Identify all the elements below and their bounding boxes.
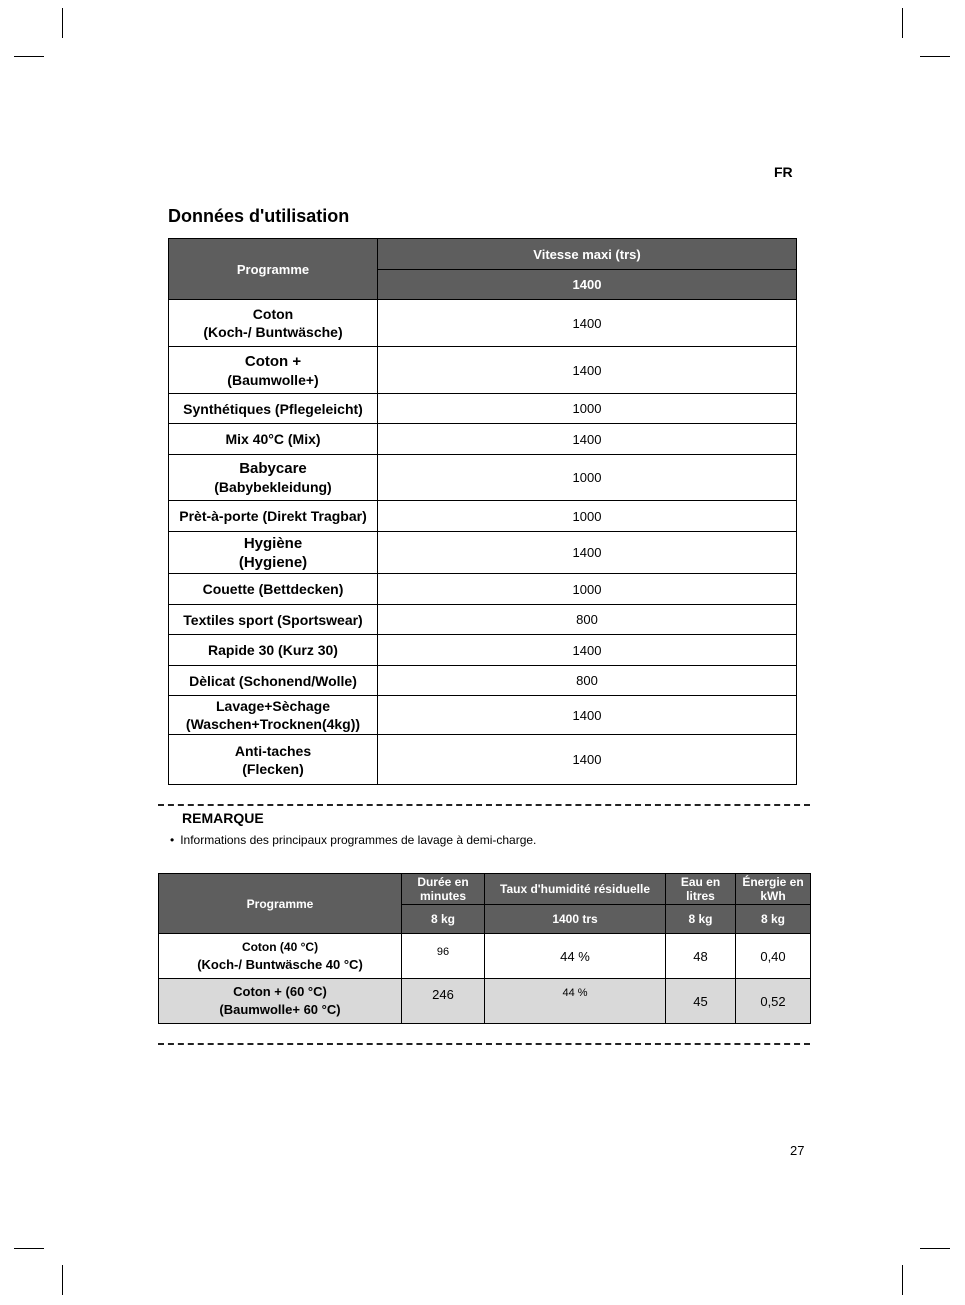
speed-value: 1400 <box>378 300 797 347</box>
program-name: Anti-taches (Flecken) <box>169 735 378 785</box>
header-energy: Énergie en kWh <box>736 874 811 905</box>
subheader-duration: 8 kg <box>402 905 485 934</box>
crop-mark <box>14 56 44 57</box>
header-duration: Durée en minutes <box>402 874 485 905</box>
speed-value: 1400 <box>378 635 797 666</box>
program-name: Coton + (Baumwolle+) <box>169 347 378 394</box>
program-name: Babycare (Babybekleidung) <box>169 455 378 501</box>
table-row <box>169 300 797 347</box>
program-name: Rapide 30 (Kurz 30) <box>169 635 378 666</box>
crop-mark <box>920 56 950 57</box>
table-row <box>159 979 811 1024</box>
speed-value: 1400 <box>378 735 797 785</box>
speed-value: 1400 <box>378 532 797 574</box>
speed-value: 1400 <box>378 347 797 394</box>
remark-bullet: • Informations des principaux programmes de lavage à demi-charge. <box>170 833 537 847</box>
humidity-value: 44 % <box>485 979 666 1024</box>
table-row <box>169 347 797 394</box>
crop-mark <box>62 8 63 38</box>
program-name: Lavage+Sèchage (Waschen+Trocknen(4kg)) <box>169 696 378 735</box>
header-speed-sub: 1400 <box>378 270 797 300</box>
program-name: Mix 40°C (Mix) <box>169 424 378 455</box>
table-row <box>159 934 811 979</box>
speed-value: 1000 <box>378 394 797 424</box>
half-load-table <box>158 873 811 1024</box>
dashed-divider-top <box>158 804 810 806</box>
program-name: Coton + (60 °C) (Baumwolle+ 60 °C) <box>159 979 402 1024</box>
table-row <box>169 666 797 696</box>
crop-mark <box>902 1265 903 1295</box>
header-humidity: Taux d'humidité résiduelle <box>485 874 666 905</box>
crop-mark <box>62 1265 63 1295</box>
energy-value: 0,52 <box>736 979 811 1024</box>
spin-speed-table <box>168 238 797 785</box>
subheader-water: 8 kg <box>666 905 736 934</box>
speed-value: 1000 <box>378 501 797 532</box>
speed-value: 800 <box>378 605 797 635</box>
duration-value: 96 <box>402 934 485 979</box>
speed-value: 1000 <box>378 574 797 605</box>
humidity-value: 44 % <box>485 934 666 979</box>
program-name: Hygiène (Hygiene) <box>169 532 378 574</box>
table-row <box>169 455 797 501</box>
crop-mark <box>14 1248 44 1249</box>
crop-mark <box>920 1248 950 1249</box>
header-programme: Programme <box>169 239 378 300</box>
water-value: 48 <box>666 934 736 979</box>
program-name: Prèt-à-porte (Direkt Tragbar) <box>169 501 378 532</box>
table-row <box>169 394 797 424</box>
subheader-energy: 8 kg <box>736 905 811 934</box>
program-name: Coton (40 °C) (Koch-/ Buntwäsche 40 °C) <box>159 934 402 979</box>
subheader-humidity: 1400 trs <box>485 905 666 934</box>
header-max-speed: Vitesse maxi (trs) <box>378 239 797 270</box>
table-row <box>169 605 797 635</box>
program-name: Synthétiques (Pflegeleicht) <box>169 394 378 424</box>
speed-value: 1400 <box>378 696 797 735</box>
section-title: Données d'utilisation <box>168 206 350 226</box>
energy-value: 0,40 <box>736 934 811 979</box>
program-name: Couette (Bettdecken) <box>169 574 378 605</box>
speed-value: 1400 <box>378 424 797 455</box>
dashed-divider-bottom <box>158 1043 810 1045</box>
language-label: FR <box>774 164 793 180</box>
duration-value: 246 <box>402 979 485 1024</box>
speed-value: 800 <box>378 666 797 696</box>
header-programme: Programme <box>159 874 402 934</box>
crop-mark <box>902 8 903 38</box>
program-name: Dèlicat (Schonend/Wolle) <box>169 666 378 696</box>
remark-title: REMARQUE <box>182 810 264 826</box>
table-row <box>169 635 797 666</box>
speed-value: 1000 <box>378 455 797 501</box>
table-row <box>169 424 797 455</box>
page-number: 27 <box>790 1143 805 1158</box>
program-name: Coton (Koch-/ Buntwäsche) <box>169 300 378 347</box>
table-row <box>169 574 797 605</box>
table-row <box>169 735 797 785</box>
header-water: Eau en litres <box>666 874 736 905</box>
water-value: 45 <box>666 979 736 1024</box>
table-row <box>169 696 797 735</box>
table-row <box>169 501 797 532</box>
program-name: Textiles sport (Sportswear) <box>169 605 378 635</box>
table-row <box>169 532 797 574</box>
